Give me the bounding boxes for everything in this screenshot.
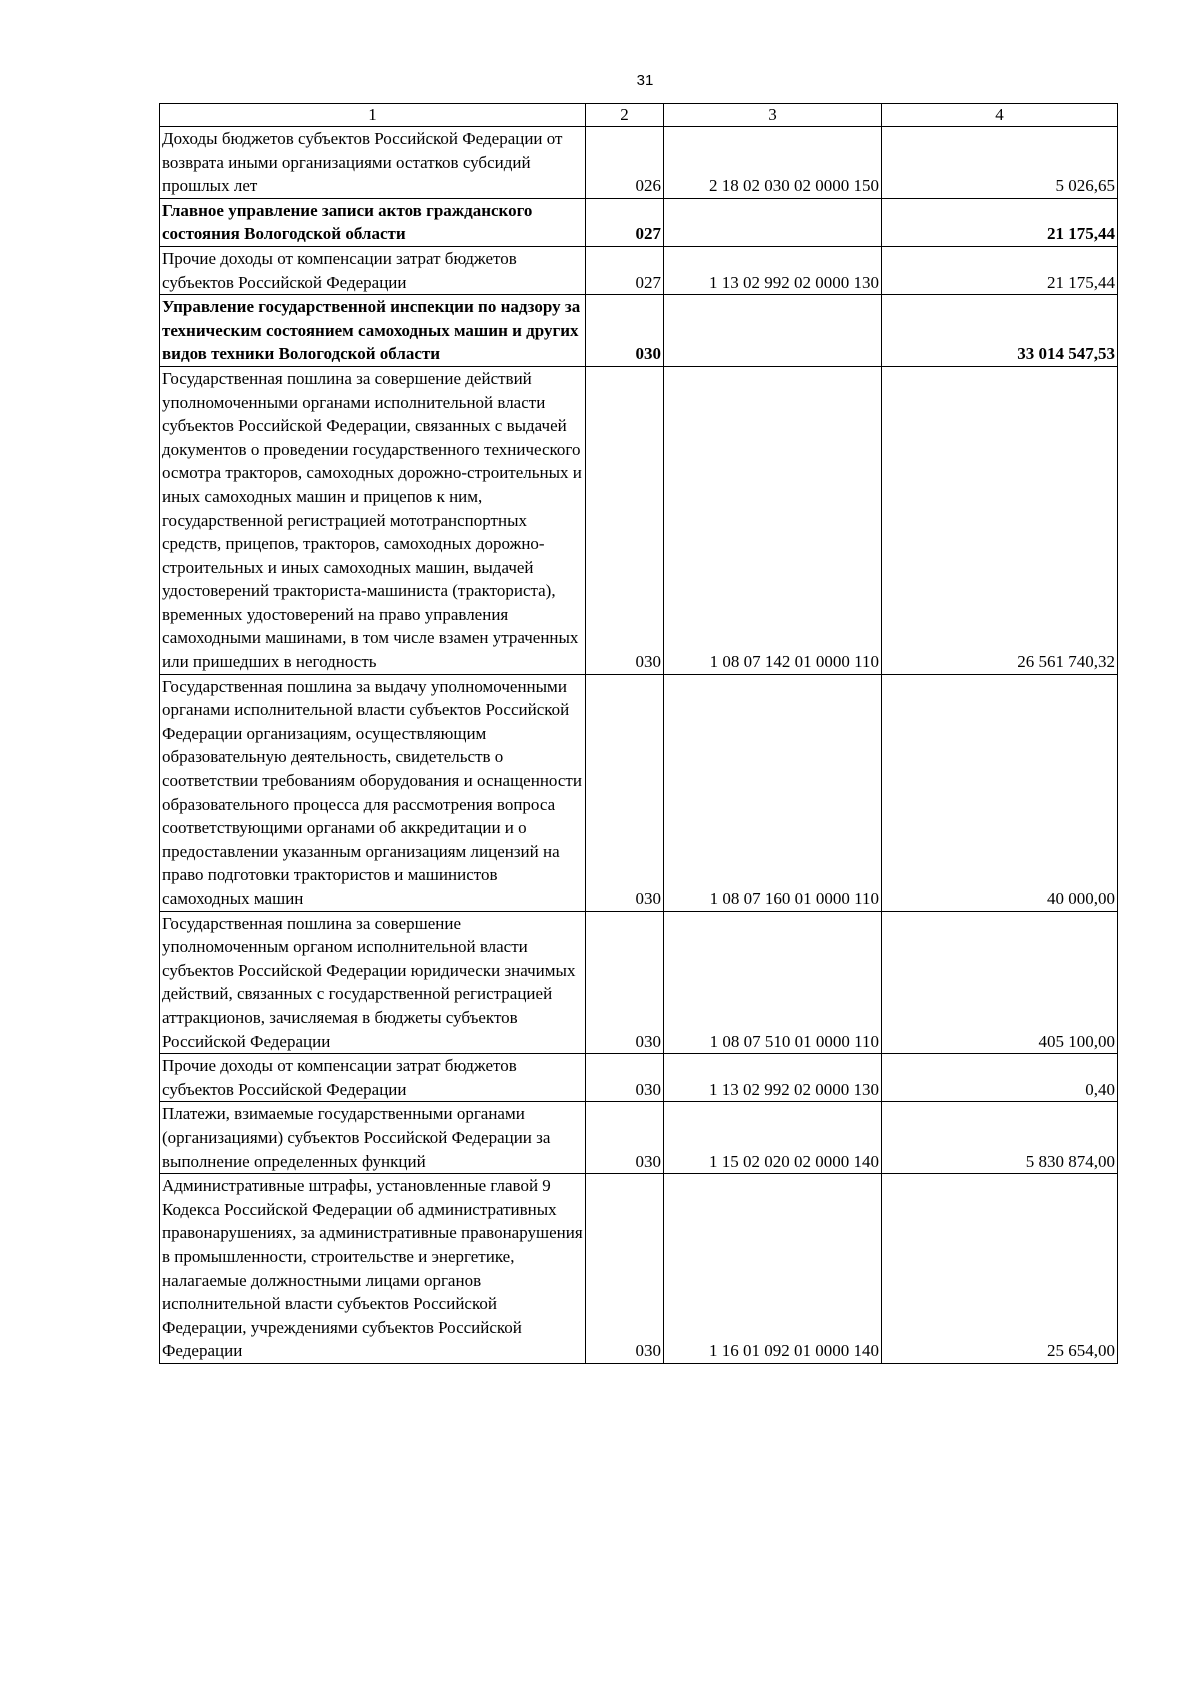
row-admin-code: 030 (586, 1174, 664, 1364)
table-row (160, 366, 1118, 674)
row-amount: 21 175,44 (882, 246, 1118, 294)
table-row (160, 674, 1118, 911)
revenue-table (159, 103, 1118, 1364)
page-number: 31 (636, 72, 654, 89)
row-admin-code: 030 (586, 1054, 664, 1102)
row-amount: 25 654,00 (882, 1174, 1118, 1364)
table-row (160, 1102, 1118, 1174)
row-description: Административные штрафы, установленные главой 9 Кодекса Российской Федерации об административных правонарушениях, за административные правонарушения в промышленности, строительстве и энергетике, налагаемые должностными лицами органов исполнительной власти субъектов Российской Федерации, учреждениями субъектов Российской Федерации (160, 1174, 586, 1364)
table-row (160, 246, 1118, 294)
header-row (160, 104, 1118, 127)
row-description: Прочие доходы от компенсации затрат бюджетов субъектов Российской Федерации (160, 246, 586, 294)
row-description: Доходы бюджетов субъектов Российской Федерации от возврата иными организациями остатков субсидий прошлых лет (160, 127, 586, 199)
table-row (160, 1054, 1118, 1102)
row-admin-code: 030 (586, 366, 664, 674)
row-description: Прочие доходы от компенсации затрат бюджетов субъектов Российской Федерации (160, 1054, 586, 1102)
row-admin-code: 030 (586, 295, 664, 367)
row-budget-code: 1 08 07 142 01 0000 110 (664, 366, 882, 674)
row-amount: 26 561 740,32 (882, 366, 1118, 674)
table-row (160, 198, 1118, 246)
row-budget-code (664, 198, 882, 246)
header-col-1: 1 (160, 104, 586, 127)
row-description: Государственная пошлина за выдачу уполномоченными органами исполнительной власти субъектов Российской Федерации организациям, осуществляющим образовательную деятельность, свидетельств о соответствии требованиям оборудования и оснащенности образовательного процесса для рассмотрения вопроса соответствующими органами об аккредитации и о предоставлении указанным организациям лицензий на право подготовки трактористов и машинистов самоходных машин (160, 674, 586, 911)
table-row (160, 295, 1118, 367)
row-budget-code: 1 13 02 992 02 0000 130 (664, 246, 882, 294)
row-admin-code: 030 (586, 674, 664, 911)
row-amount: 0,40 (882, 1054, 1118, 1102)
table-row (160, 1174, 1118, 1364)
row-amount: 40 000,00 (882, 674, 1118, 911)
row-admin-code: 027 (586, 198, 664, 246)
row-description: Государственная пошлина за совершение действий уполномоченными органами исполнительной власти субъектов Российской Федерации, связанных с выдачей документов о проведении государственного технического осмотра тракторов, самоходных дорожно-строительных и иных самоходных машин и прицепов к ним, государственной регистрацией мототранспортных средств, прицепов, тракторов, самоходных дорожно-строительных и иных самоходных машин, выдачей удостоверений тракториста-машиниста (тракториста), временных удостоверений на право управления самоходными машинами, в том числе взамен утраченных или пришедших в негодность (160, 366, 586, 674)
row-amount: 405 100,00 (882, 911, 1118, 1054)
row-amount: 33 014 547,53 (882, 295, 1118, 367)
row-admin-code: 027 (586, 246, 664, 294)
row-budget-code: 1 16 01 092 01 0000 140 (664, 1174, 882, 1364)
row-budget-code: 1 08 07 510 01 0000 110 (664, 911, 882, 1054)
row-amount: 21 175,44 (882, 198, 1118, 246)
row-budget-code: 1 13 02 992 02 0000 130 (664, 1054, 882, 1102)
table-row (160, 127, 1118, 199)
row-budget-code (664, 295, 882, 367)
header-col-3: 3 (664, 104, 882, 127)
table-row (160, 911, 1118, 1054)
table-body (160, 127, 1118, 1364)
row-amount: 5 026,65 (882, 127, 1118, 199)
table-header (160, 104, 1118, 127)
row-description: Главное управление записи актов гражданского состояния Вологодской области (160, 198, 586, 246)
row-budget-code: 1 15 02 020 02 0000 140 (664, 1102, 882, 1174)
row-admin-code: 026 (586, 127, 664, 199)
row-description: Государственная пошлина за совершение уполномоченным органом исполнительной власти субъектов Российской Федерации юридически значимых действий, связанных с государственной регистрацией аттракционов, зачисляемая в бюджеты субъектов Российской Федерации (160, 911, 586, 1054)
row-budget-code: 1 08 07 160 01 0000 110 (664, 674, 882, 911)
row-admin-code: 030 (586, 1102, 664, 1174)
header-col-4: 4 (882, 104, 1118, 127)
row-budget-code: 2 18 02 030 02 0000 150 (664, 127, 882, 199)
row-description: Управление государственной инспекции по надзору за техническим состоянием самоходных машин и других видов техники Вологодской области (160, 295, 586, 367)
header-col-2: 2 (586, 104, 664, 127)
row-amount: 5 830 874,00 (882, 1102, 1118, 1174)
row-admin-code: 030 (586, 911, 664, 1054)
row-description: Платежи, взимаемые государственными органами (организациями) субъектов Российской Федерации за выполнение определенных функций (160, 1102, 586, 1174)
